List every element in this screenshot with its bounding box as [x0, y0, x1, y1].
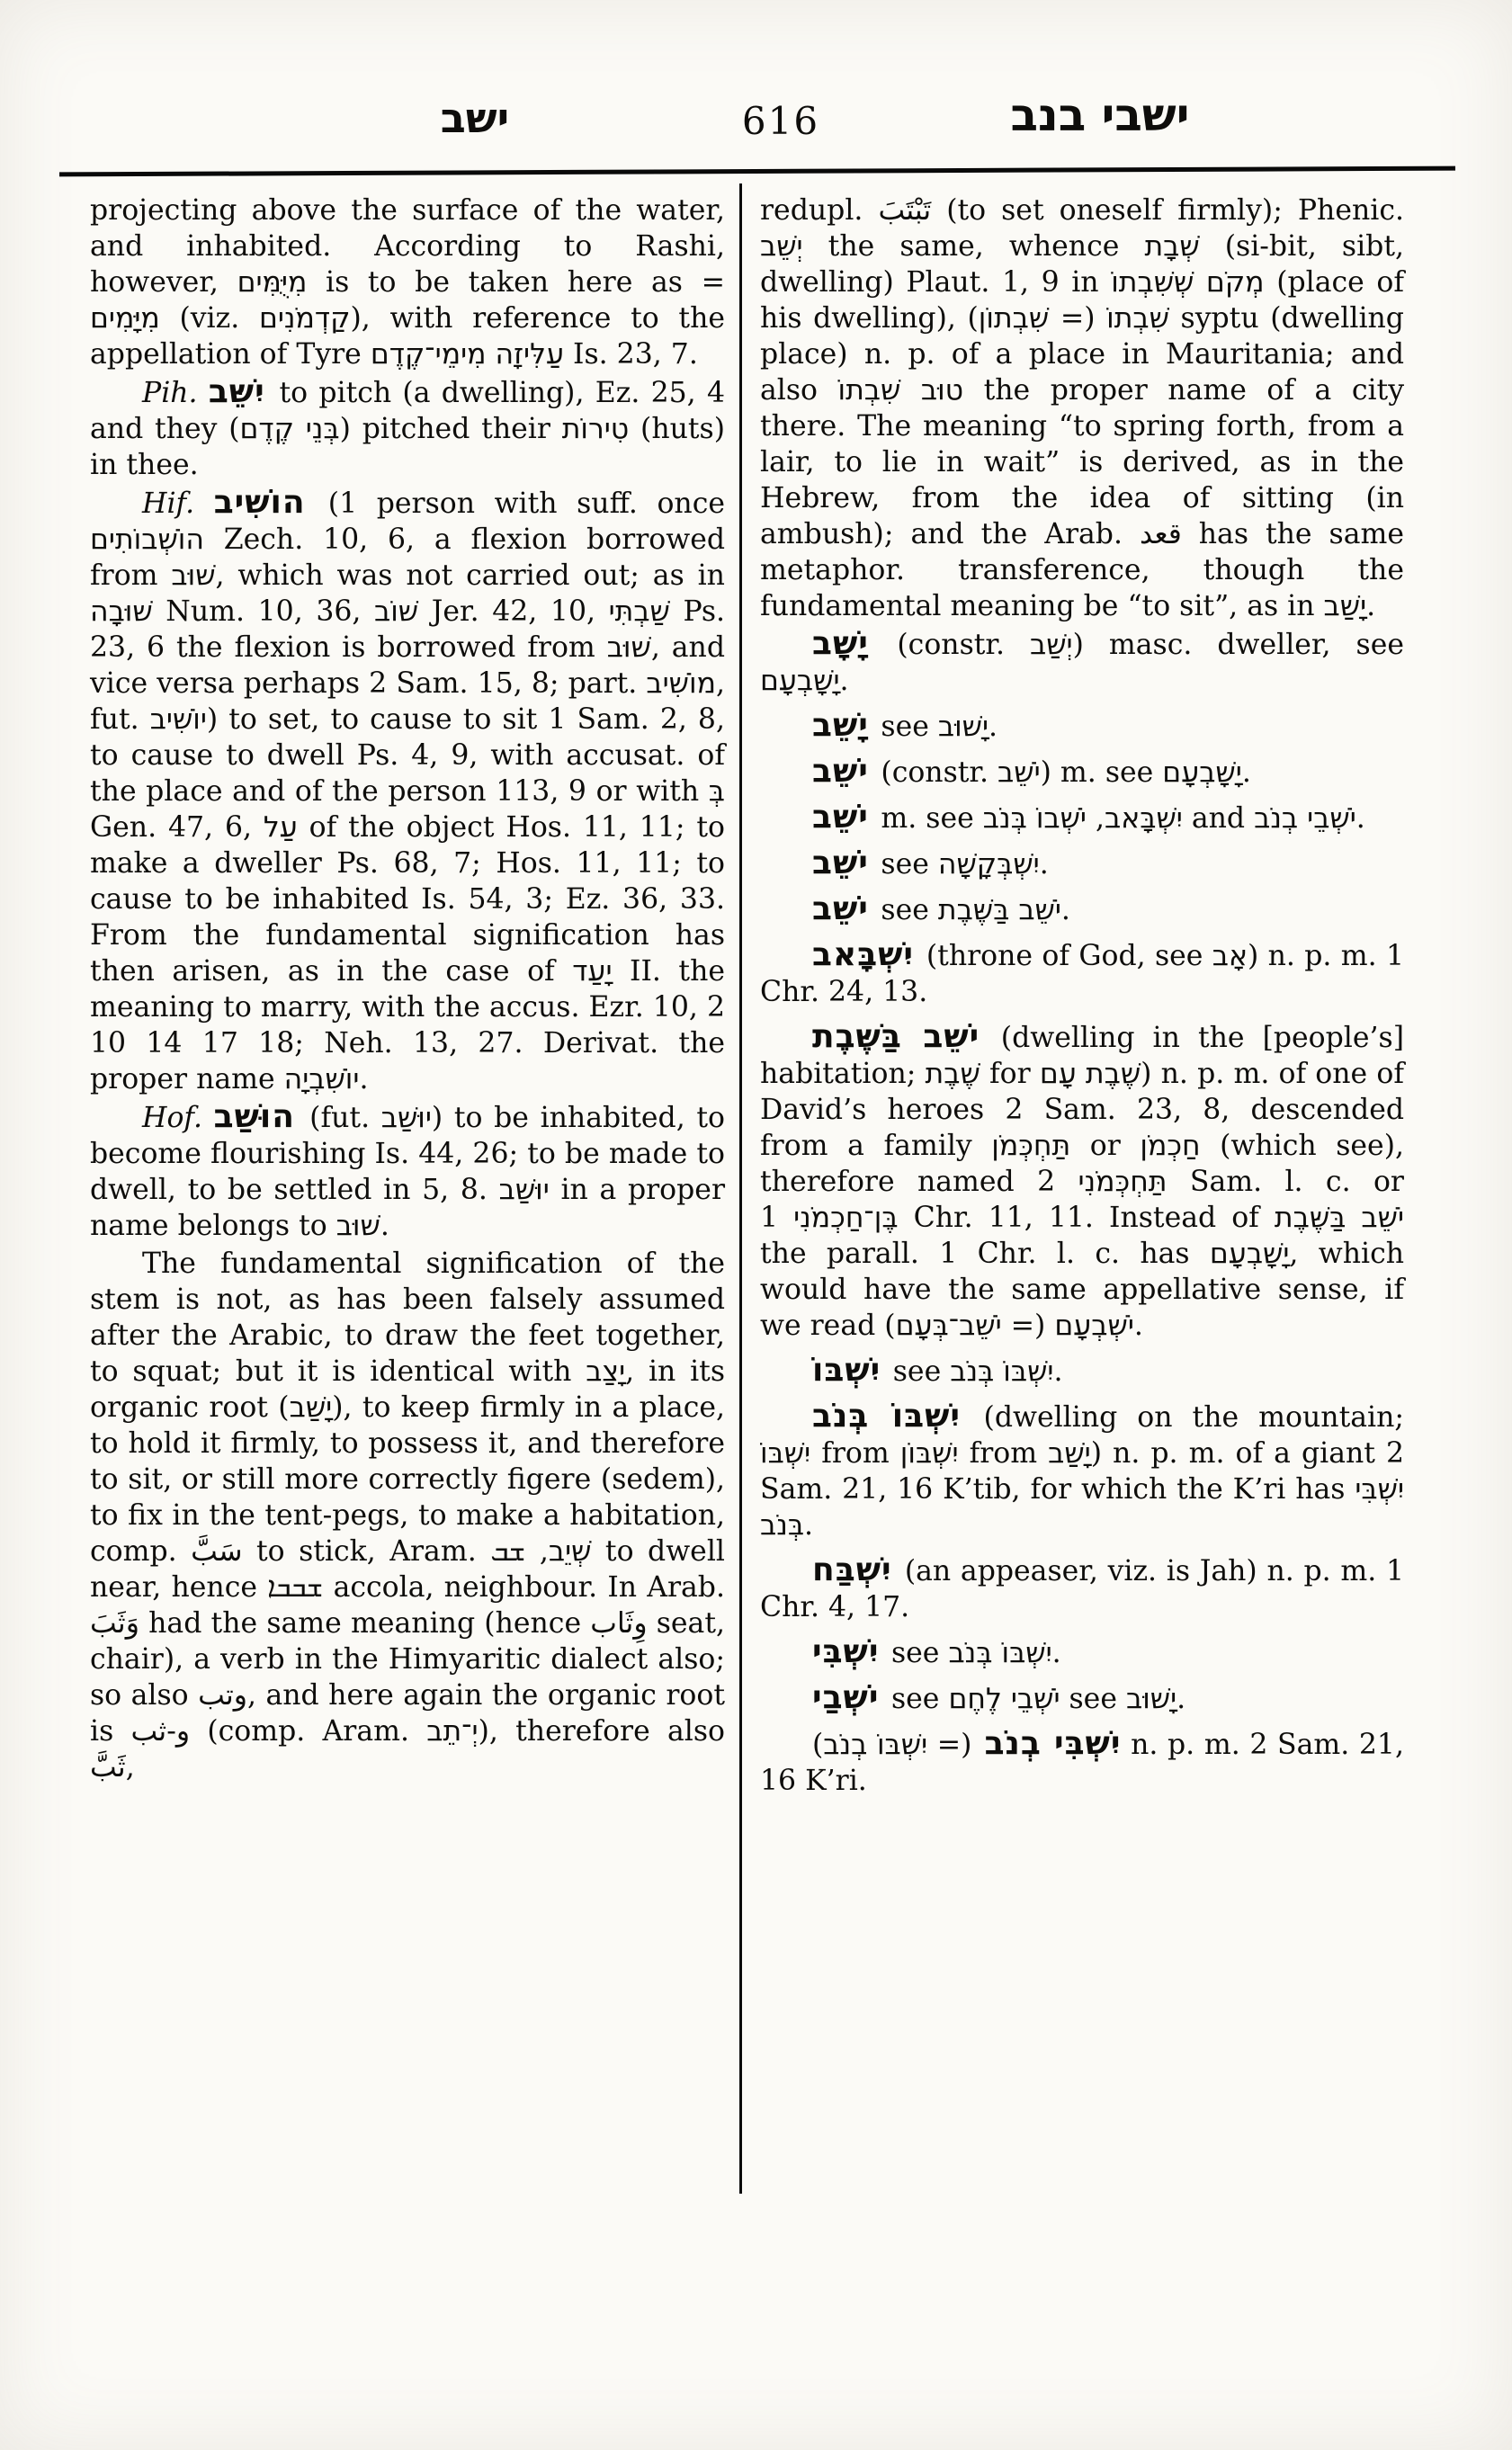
- dictionary-entry: [760, 1726, 1404, 1799]
- paragraph: [90, 1246, 725, 1785]
- dictionary-entry: [760, 1019, 1404, 1344]
- hebrew-headword: יִשְׁבִּי בְנֹב: [971, 1725, 1122, 1762]
- right-column: [760, 192, 1404, 1808]
- paragraph-text: (constr. יֹשֵׁב) m. see יָשָׁבְעָם.: [881, 756, 1251, 789]
- paragraph-text: (1 person with suff. once הוֹשְׁבוֹתִים Zech. 10, 6, a flexion borrowed from שׁוּב, which was not carried out; as in שׁוּבָה Num. 10, 36, שׁוֹב Jer. 42, 10, שַׁבְתִּי Ps. 23, 6 the flexion is borrowed from שׁוּב, and vice versa perhaps 2 Sam. 15, 8; part. מוֹשִׁיב, fut. יוֹשִׁיב) to set, to cause to sit 1 Sam. 2, 8, to cause to dwell Ps. 4, 9, with accusat. of the place and of the person 113, 9 or with בְּ Gen. 47, 6, עַל of the object Hos. 11, 11; to make a dweller Ps. 68, 7; Hos. 11, 11; to cause to be inhabited Is. 54, 3; Ez. 36, 33. From the fundamental signification has then arisen, as in the case of יָעַד II. the meaning to marry, with the accus. Ezr. 10, 2 10 14 17 18; Neh. 13, 27. Derivat. the proper name יוֹשִׁבְיָה.: [90, 487, 726, 1095]
- dictionary-entry: [760, 800, 1404, 836]
- hebrew-headword: יִשְׁבִּי: [812, 1633, 891, 1670]
- hebrew-headword: יָשָׁב: [812, 625, 898, 662]
- hebrew-headword: יֹשֵׁב בַּשֶּׁבֶת: [812, 1018, 1001, 1055]
- dictionary-entry: [760, 1399, 1404, 1543]
- paragraph-text: projecting above the surface of the water, and inhabited. According to Rashi, however, מִיֻּמִּים is to be taken here as = מִיָּמִים (viz. קַדְמֹנִים), with reference to the appellation of Tyre עַלִּיזָה מִימֵי־קֶדֶם Is. 23, 7.: [90, 194, 725, 371]
- paragraph-text: (= יִשְׁבּוֹ בְנֹב) n. p. m. 2 Sam. 21, 16 K’ri.: [760, 1729, 1404, 1797]
- hebrew-headword: יֹשְׁבַי: [812, 1679, 891, 1716]
- paragraph: [90, 485, 725, 1097]
- dictionary-entry: [760, 1680, 1404, 1717]
- paragraph-text: The fundamental signification of the stem is not, as has been falsely assumed after the Arabic, to draw the feet together, to squat; but it is identical with יָצַב, in its organic root (יָשַׁב), to keep firmly in a place, to hold it firmly, to possess it, and therefore to sit, or still more correctly figere (sedem), to fix in the tent-pegs, to make a habitation, comp. سَبَّ to stick, Aram. שְׁיֵב, ܫܒ to dwell near, hence ܫܒܒܐ accola, neighbour. In Arab. وَثَبَ had the same meaning (hence وِثَاب seat, chair), a verb in the Himyaritic dialect also; so also وتب, and here again the organic root is و-ثب (comp. Aram. יְ־תֵב), therefore also ثَبَّ,: [90, 1247, 725, 1784]
- dictionary-entry: [760, 626, 1404, 699]
- paragraph-text: (an appeaser, viz. is Jah) n. p. m. 1 Chr. 4, 17.: [760, 1555, 1404, 1623]
- paragraph-text: (constr. יְשַׁב) masc. dweller, see יָשָׁבְעָם.: [760, 629, 1404, 697]
- dictionary-entry: [760, 708, 1404, 745]
- paragraph: [90, 1099, 725, 1244]
- hebrew-headword: יִשְׁבּוֹ בְּנֹב: [812, 1398, 984, 1435]
- hebrew-headword: יִשְׁבָּאב: [812, 936, 926, 973]
- paragraph: [760, 192, 1404, 624]
- hebrew-headword: יֹשֵׁב: [812, 799, 881, 836]
- paragraph-text: see יִשְׁבּוֹ בְּנֹב.: [891, 1637, 1061, 1669]
- grammar-form-label: Pih.: [142, 377, 209, 409]
- hebrew-headword: הוּשַׁב: [213, 1098, 310, 1135]
- hebrew-headword: יֹשֵׁב: [812, 753, 881, 790]
- header-rule: [59, 166, 1455, 177]
- dictionary-entry: [760, 845, 1404, 882]
- paragraph: [90, 374, 725, 483]
- paragraph-text: redupl. تَبْتَبَ (to set oneself firmly); Phenic. יְשֵׁב the same, whence שְׁבָת (si-bit, sibt, dwelling) Plaut. 1, 9 in מְקֹם שְׁשִׁבְתוֹ (place of his dwelling), שִׁבְתוֹ (= שִׁבְתוֹן) syptu (dwelling place) n. p. of a place in Mauritania; and also טוּב שִׁבְתוֹ the proper name of a city there. The meaning “to spring forth, from a lair, to lie in wait” is derived, as in the Hebrew, from the idea of sitting (in ambush); and the Arab. قعد has the same metaphor. transference, though the fundamental meaning be “to sit”, as in יָשַׁב.: [760, 194, 1405, 622]
- paragraph-text: (throne of God, see אָב) n. p. m. 1 Chr. 24, 13.: [760, 940, 1404, 1008]
- dictionary-entry: [760, 1353, 1404, 1390]
- paragraph-text: to pitch (a dwelling), Ez. 25, 4 and they (בְּנֵי קֶדֶם) pitched their טִירוֹת (huts) in thee.: [90, 377, 726, 481]
- hebrew-headword: הוֹשִׁיב: [213, 484, 328, 521]
- header-left-keyword: ישב: [440, 94, 510, 142]
- hebrew-headword: יִשֵּׁב: [208, 373, 280, 410]
- hebrew-headword: יִשְׁבּוֹ: [812, 1352, 893, 1389]
- paragraph-text: see יֹשְׁבֵי לֶחֶם see יָשׁוּב.: [891, 1683, 1186, 1715]
- header-right-keyword: ישבי בנב: [1010, 88, 1190, 141]
- paragraph-text: m. see יִשְׁבָּאב, יֹשְׁבוֹ בְּנֹב and יֹשְׁבֵי בְנֹב.: [881, 802, 1365, 835]
- dictionary-entry: [760, 937, 1404, 1010]
- grammar-form-label: Hof.: [142, 1102, 214, 1134]
- dictionary-entry: [760, 754, 1404, 791]
- running-head: [61, 86, 1451, 155]
- column-divider-rule: [739, 183, 742, 2194]
- paragraph-text: see יֹשֵׁב בַּשֶּׁבֶת.: [881, 894, 1070, 926]
- paragraph-text: (dwelling in the [people’s] habitation; שֶׁבֶת for שֶׁבֶת עָם) n. p. m. of one of David’s heroes 2 Sam. 23, 8, descended from a family תַּחְכְּמֹן or חַכְמֹן (which see), therefore named תַּחְכְּמֹנִי 2 Sam. l. c. or בֶּן־חַכְמֹנִי 1 Chr. 11, 11. Instead of יֹשֵׁב בַּשֶּׁבֶת the parall. 1 Chr. l. c. has יָשָׁבְעָם, which would have the same appellative sense, if we read יֹשְׁבְעָם (= יֹשֵׁב־בְּעָם).: [760, 1022, 1405, 1342]
- dictionary-entry: [760, 1634, 1404, 1671]
- hebrew-headword: יֹשֵׁב: [812, 845, 881, 881]
- hebrew-headword: יִשְׁבַּח: [812, 1551, 905, 1588]
- hebrew-headword: יָשֵׁב: [812, 707, 881, 744]
- text-columns: [90, 192, 1422, 2225]
- paragraph-text: see יִשְׁבּוֹ בְּנֹב.: [892, 1355, 1063, 1388]
- paragraph-text: (dwelling on the mountain; יִשְׁבּוֹ from יִשְׁבּוֹן from יָשַׁב) n. p. m. of a giant 2 Sam. 21, 16 K’tib, for which the K’ri has יִשְׁבִּי בְּנֹב.: [760, 1401, 1405, 1542]
- paragraph-text: see יָשׁוּב.: [881, 711, 998, 743]
- paragraph: [90, 192, 725, 372]
- dictionary-entry: [760, 1552, 1404, 1625]
- page-number: 616: [741, 99, 820, 143]
- paragraph-text: (fut. יוּשַׁב) to be inhabited, to become flourishing Is. 44, 26; to be made to dwell, to be settled in 5, 8. יוּשַׁב in a proper name belongs to שׁוּב.: [90, 1102, 725, 1242]
- left-column: [90, 192, 725, 1787]
- grammar-form-label: Hif.: [142, 487, 214, 520]
- hebrew-headword: יֹשֵׁב: [812, 890, 881, 927]
- paragraph-text: see יִשְׁבְּקָשָׁה.: [881, 848, 1049, 881]
- dictionary-entry: [760, 891, 1404, 928]
